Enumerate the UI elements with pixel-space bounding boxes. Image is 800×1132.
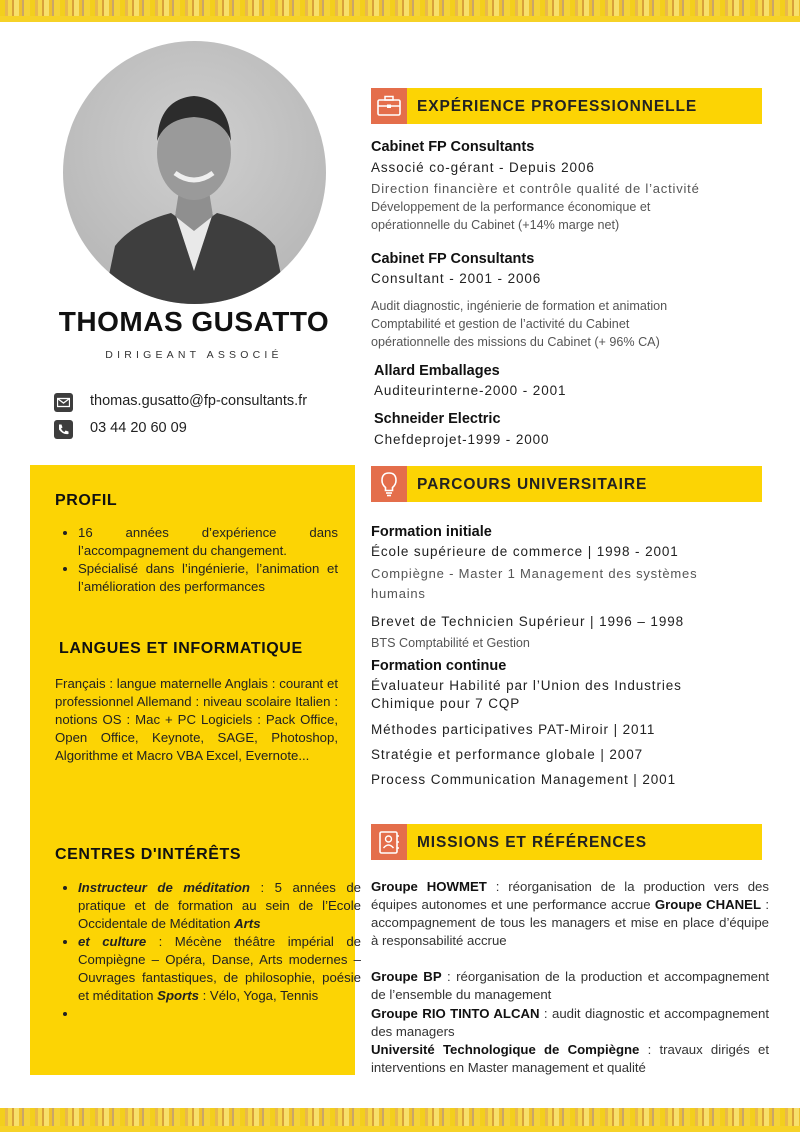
education-item: Méthodes participatives PAT-Miroir | 2011	[371, 722, 656, 737]
profile-photo	[63, 41, 326, 304]
education-item: Évaluateur Habilité par l’Union des Industries	[371, 678, 682, 693]
profil-list	[58, 524, 338, 596]
education-item: Brevet de Technicien Supérieur | 1996 – 1998	[371, 614, 685, 629]
missions-heading: MISSIONS ET RÉFÉRENCES	[417, 834, 647, 851]
education-detail: humains	[371, 586, 426, 601]
mission-item: Groupe HOWMET : réorganisation de la production vers des équipes autonomes et une performance accrue Groupe CHANEL : accompagnement de tous les managers et mise en place d’équipe à responsabilité accrue	[371, 879, 769, 948]
job-role: Chefdeprojet-1999 - 2000	[374, 432, 550, 447]
envelope-icon	[54, 393, 73, 412]
phone-icon	[54, 420, 73, 439]
missions-section-header	[371, 824, 762, 860]
langues-text: Français : langue maternelle Anglais : courant et professionnel Allemand : niveau scolaire Italien : notions OS : Mac + PC Logiciels : Pack Office, Open Office, Keynote, SAGE, Photoshop, Algorithme et Macro VBA Excel, Evernote...	[55, 676, 338, 763]
parcours-heading: PARCOURS UNIVERSITAIRE	[417, 476, 648, 493]
contact-card-icon	[371, 824, 407, 860]
job-description-line: Comptabilité et gestion de l’activité du Cabinet	[371, 317, 630, 331]
person-role: DIRIGEANT ASSOCIÉ	[105, 349, 283, 361]
education-item: Chimique pour 7 CQP	[371, 696, 521, 711]
job-description-line: Développement de la performance économique et	[371, 200, 651, 214]
experience-section-header	[371, 88, 762, 124]
mission-item: Groupe BP : réorganisation de la production et accompagnement de l’ensemble du management	[371, 969, 770, 1002]
decorative-bottom-border	[0, 1108, 800, 1132]
job-role: Consultant - 2001 - 2006	[371, 271, 542, 286]
interets-list	[58, 879, 361, 1023]
experience-heading: EXPÉRIENCE PROFESSIONNELLE	[417, 98, 698, 115]
list-item: • 16 années d’expérience dans l’accompagnement du changement.	[78, 524, 338, 560]
lightbulb-icon	[371, 466, 407, 502]
list-item: • et culture : Mécène théâtre impérial de Compiègne – Opéra, Danse, Arts modernes – Ouvrages fantastiques, de philosophie, poésie et méditation Sports : Vélo, Yoga, Tennis	[78, 933, 361, 1005]
job-description-line: Audit diagnostic, ingénierie de formation et animation	[371, 299, 668, 313]
parcours-section-header	[371, 466, 762, 502]
job-company: Cabinet FP Consultants	[371, 251, 535, 267]
job-description-line: opérationnelle des missions du Cabinet (+ 96% CA)	[371, 335, 660, 349]
phone-number: 03 44 20 60 09	[90, 420, 187, 436]
education-item: Process Communication Management | 2001	[371, 772, 676, 787]
mission-item: Groupe RIO TINTO ALCAN : audit diagnostic et accompagnement des managers	[371, 1006, 769, 1039]
job-description-line: Direction financière et contrôle qualité de l’activité	[371, 181, 700, 196]
list-item-empty	[78, 1005, 361, 1023]
decorative-top-border	[0, 0, 800, 22]
education-item: Stratégie et performance globale | 2007	[371, 747, 644, 762]
profil-heading: PROFIL	[55, 492, 118, 509]
education-detail: BTS Comptabilité et Gestion	[371, 636, 530, 650]
interest-culture: et culture	[78, 934, 147, 949]
job-role: Associé co-gérant - Depuis 2006	[371, 160, 595, 175]
education-item: École supérieure de commerce | 1998 - 2001	[371, 544, 679, 559]
job-company: Cabinet FP Consultants	[371, 139, 535, 155]
email-link[interactable]: thomas.gusatto@fp-consultants.fr	[90, 393, 308, 409]
list-item: • Instructeur de méditation : 5 années de pratique et de formation au sein de l’Ecole Occidentale de Méditation Arts	[78, 879, 361, 933]
list-item: • Spécialisé dans l’ingénierie, l’animation et l’amélioration des performances	[78, 560, 338, 596]
langues-heading: LANGUES ET INFORMATIQUE	[59, 640, 303, 657]
job-company: Schneider Electric	[374, 411, 501, 427]
job-company: Allard Emballages	[374, 363, 500, 379]
person-name: THOMAS GUSATTO	[58, 306, 330, 337]
formation-continue-heading: Formation continue	[371, 658, 507, 674]
briefcase-icon	[371, 88, 407, 124]
interest-meditation: Instructeur de méditation	[78, 880, 250, 895]
interets-heading: CENTRES D'INTÉRÊTS	[55, 846, 242, 863]
job-description-line: opérationnelle du Cabinet (+14% marge net)	[371, 218, 620, 232]
mission-item: Université Technologique de Compiègne : travaux dirigés et interventions en Master management et qualité	[371, 1042, 769, 1075]
education-detail: Compiègne - Master 1 Management des systèmes	[371, 566, 698, 581]
formation-initiale-heading: Formation initiale	[371, 524, 492, 540]
job-role: Auditeurinterne-2000 - 2001	[374, 383, 567, 398]
